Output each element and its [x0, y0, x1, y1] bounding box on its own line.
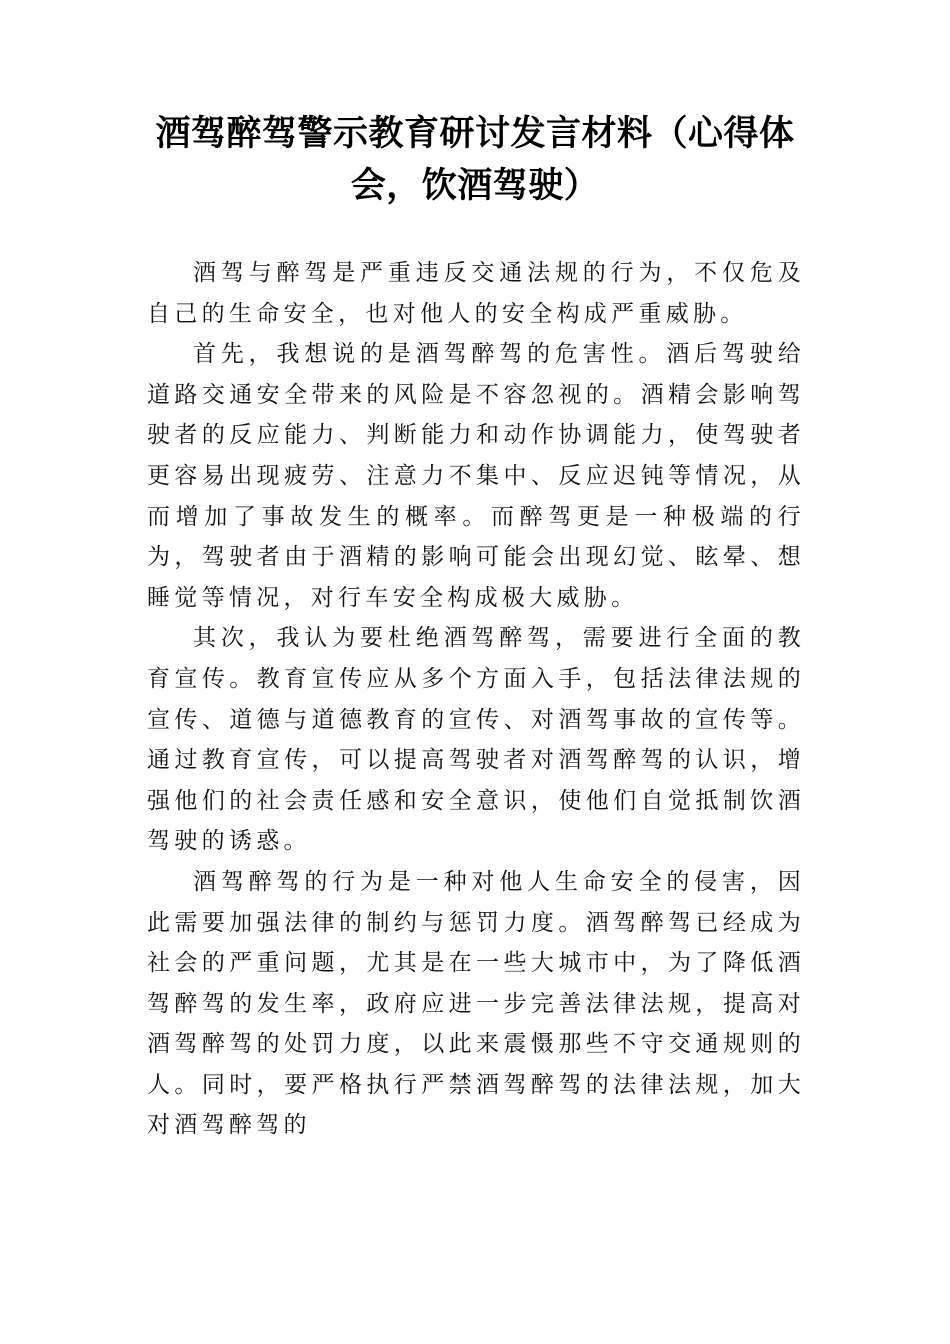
- document-title: 酒驾醉驾警示教育研讨发言材料（心得体会，饮酒驾驶）: [155, 113, 795, 206]
- paragraph: 酒驾醉驾的行为是一种对他人生命安全的侵害，因此需要加强法律的制约与惩罚力度。酒驾醉驾已经成为社会的严重问题，尤其是在一些大城市中，为了降低酒驾醉驾的发生率，政府应进一步完善法律法规，提高对酒驾醉驾的处罚力度，以此来震慑那些不守交通规则的人。同时，要严格执行严禁酒驾醉驾的法律法规，加大对酒驾醉驾的: [147, 868, 805, 1139]
- paragraph: 其次，我认为要杜绝酒驾醉驾，需要进行全面的教育宣传。教育宣传应从多个方面入手，包括法律法规的宣传、道德与道德教育的宣传、对酒驾事故的宣传等。通过教育宣传，可以提高驾驶者对酒驾醉驾的认识，增强他们的社会责任感和安全意识，使他们自觉抵制饮酒驾驶的诱惑。: [147, 625, 805, 855]
- paragraph: 首先，我想说的是酒驾醉驾的危害性。酒后驾驶给道路交通安全带来的风险是不容忽视的。酒精会影响驾驶者的反应能力、判断能力和动作协调能力，使驾驶者更容易出现疲劳、注意力不集中、反应迟钝等情况，从而增加了事故发生的概率。而醉驾更是一种极端的行为，驾驶者由于酒精的影响可能会出现幻觉、眩晕、想睡觉等情况，对行车安全构成极大威胁。: [147, 341, 805, 611]
- document-body: [147, 253, 805, 1146]
- paragraph: 酒驾与醉驾是严重违反交通法规的行为，不仅危及自己的生命安全，也对他人的安全构成严重威胁。: [147, 260, 805, 327]
